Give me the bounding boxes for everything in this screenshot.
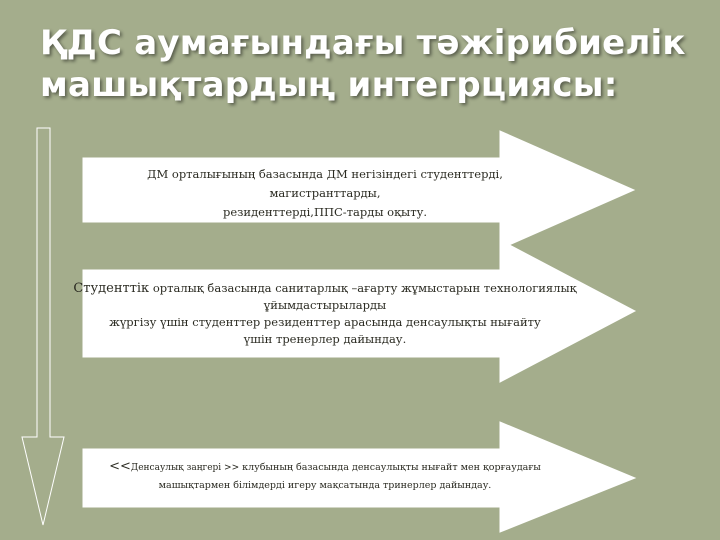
arrow-text-2 (40, 280, 610, 348)
arrow-1-line-1: ДМ орталығының базасында ДМ негізіндегі студенттерді, (147, 167, 503, 181)
slide-title-line-2: машықтардың интегрциясы: (40, 65, 618, 105)
arrow-2-line-1-rest: орталық базасында санитарлық –ағарту жұмыстарын технологиялық (149, 281, 577, 295)
arrow-1-line-2: магистранттарды, (269, 186, 381, 200)
arrow-2-line-4: үшін тренерлер дайындау. (243, 332, 407, 346)
arrow-text-1 (100, 165, 550, 222)
arrow-text-3 (60, 458, 590, 494)
arrow-2-line-2: ұйымдастырыларды (263, 298, 387, 312)
arrow-3-line-2: машықтармен білімдерді игеру мақсатында тринерлер дайындау. (158, 480, 492, 491)
arrow-2-line-1 (40, 280, 610, 297)
arrow-3-club-name: Денсаулық заңгері >> (130, 463, 240, 473)
arrow-3-line-1 (60, 458, 590, 477)
arrow-1-line-3: резиденттерді,ППС-тарды оқыту. (222, 205, 427, 219)
arrow-2-lead: Студенттік (73, 281, 150, 296)
arrow-3-line-1-rest: клубының базасында денсаулықты нығайт мен қорғаудағы (239, 462, 541, 473)
arrow-2-line-3: жүргізу үшін студенттер резиденттер арасында денсаулықты нығайту (109, 315, 541, 329)
slide-title-line-1: ҚДС аумағындағы тәжірибиелік (40, 23, 686, 63)
arrow-3-lead: << (109, 459, 131, 474)
